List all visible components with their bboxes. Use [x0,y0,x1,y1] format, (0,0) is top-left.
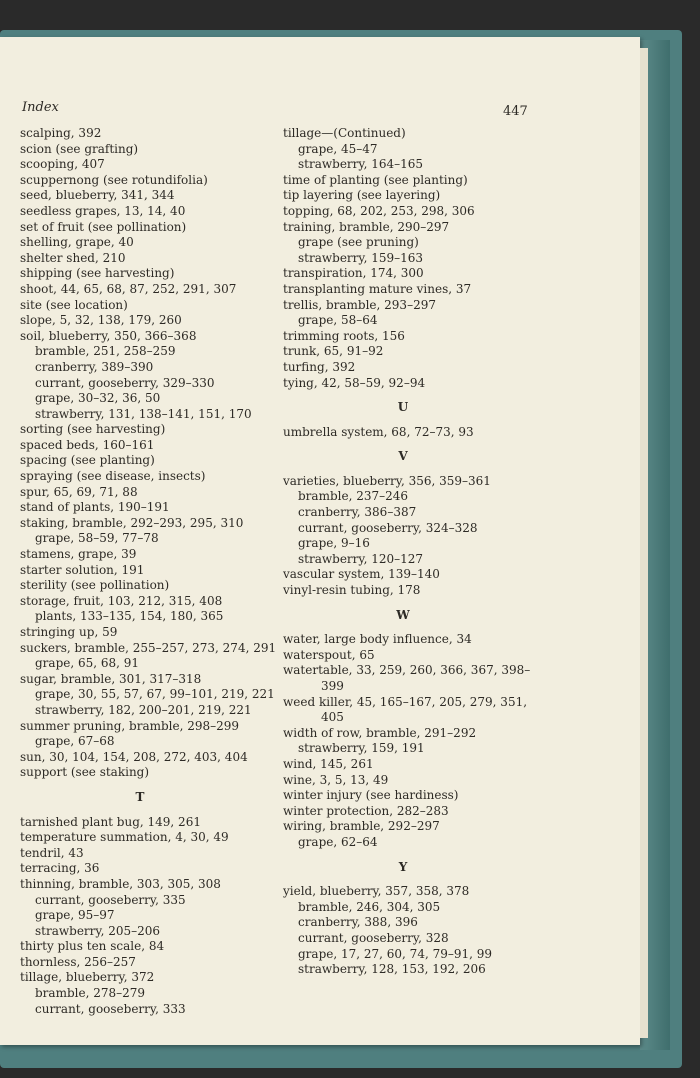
index-subentry: grape, 17, 27, 60, 74, 79–91, 99 [298,946,493,961]
index-entry: shelter shed, 210 [20,250,126,265]
index-subentry: bramble, 251, 258–259 [35,344,176,359]
index-subentry: grape, 62–64 [298,834,378,849]
index-subentry: currant, gooseberry, 335 [35,892,186,907]
section-letter: T [135,789,145,804]
index-entry: tarnished plant bug, 149, 261 [20,814,201,829]
index-entry: umbrella system, 68, 72–73, 93 [283,424,474,439]
index-entry: winter protection, 282–283 [283,803,449,818]
index-entry: tillage, blueberry, 372 [20,970,155,985]
index-subentry: cranberry, 388, 396 [298,915,418,930]
index-subentry: currant, gooseberry, 333 [35,1001,186,1016]
index-subentry: grape (see pruning) [298,235,419,250]
index-entry: starter solution, 191 [20,562,145,577]
index-entry: sterility (see pollination) [20,578,170,593]
index-entry: water, large body influence, 34 [283,632,472,647]
index-entry: seedless grapes, 13, 14, 40 [20,203,186,218]
index-entry: seed, blueberry, 341, 344 [20,188,175,203]
index-subentry: grape, 65, 68, 91 [35,656,140,671]
index-subentry: grape, 30, 55, 57, 67, 99–101, 219, 221 [35,687,275,702]
index-entry: terracing, 36 [20,861,100,876]
index-subentry: strawberry, 120–127 [298,551,424,566]
index-entry: shelling, grape, 40 [20,235,134,250]
index-entry: set of fruit (see pollination) [20,219,187,234]
index-entry: site (see location) [20,297,128,312]
index-subentry: grape, 58–59, 77–78 [35,531,159,546]
index-entry: suckers, bramble, 255–257, 273, 274, 291 [20,640,277,655]
index-entry: shoot, 44, 65, 68, 87, 252, 291, 307 [20,281,237,296]
index-entry: width of row, bramble, 291–292 [283,725,477,740]
index-subentry: grape, 58–64 [298,313,378,328]
running-header: Index [22,100,59,115]
index-entry: thinning, bramble, 303, 305, 308 [20,876,221,891]
index-subentry: currant, gooseberry, 324–328 [298,520,478,535]
index-subentry: bramble, 237–246 [298,489,409,504]
index-subentry: grape, 30–32, 36, 50 [35,391,161,406]
index-entry: tillage—(Continued) [283,126,406,140]
index-subentry: bramble, 246, 304, 305 [298,899,441,914]
index-entry: stand of plants, 190–191 [20,500,170,515]
section-letter: W [396,607,410,622]
index-entry: spraying (see disease, insects) [20,469,206,484]
index-entry: spaced beds, 160–161 [20,437,155,452]
index-subentry: bramble, 278–279 [35,986,146,1001]
index-entry: vinyl-resin tubing, 178 [283,583,421,598]
index-entry: stamens, grape, 39 [20,547,137,562]
index-entry: wind, 145, 261 [283,756,374,771]
index-entry: vascular system, 139–140 [283,567,440,582]
page-edge [640,48,648,1038]
index-entry: scuppernong (see rotundifolia) [20,172,208,187]
index-entry: sugar, bramble, 301, 317–318 [20,671,202,686]
index-entry: tendril, 43 [20,845,84,860]
index-entry: weed killer, 45, 165–167, 205, 279, 351, [283,694,528,709]
index-entry: soil, blueberry, 350, 366–368 [20,328,197,343]
index-entry: sun, 30, 104, 154, 208, 272, 403, 404 [20,749,248,764]
index-entry: yield, blueberry, 357, 358, 378 [283,884,470,899]
index-entry: training, bramble, 290–297 [283,219,450,234]
index-entry: stringing up, 59 [20,625,118,639]
index-subentry: cranberry, 386–387 [298,505,417,520]
index-entry: spacing (see planting) [20,453,155,468]
index-entry: thornless, 256–257 [20,954,136,969]
index-subentry: grape, 9–16 [298,536,370,551]
index-entry: waterspout, 65 [283,647,375,662]
index-entry: varieties, blueberry, 356, 359–361 [283,473,491,488]
index-entry: turfing, 392 [283,359,356,374]
section-letter: Y [398,859,408,874]
index-entry: slope, 5, 32, 138, 179, 260 [20,313,182,328]
index-entry: tip layering (see layering) [283,188,441,203]
index-entry: staking, bramble, 292–293, 295, 310 [20,515,244,530]
index-entry: shipping (see harvesting) [20,266,175,281]
index-entry: trellis, bramble, 293–297 [283,297,436,312]
index-entry: transpiration, 174, 300 [283,266,424,281]
index-entry: trunk, 65, 91–92 [283,344,384,359]
page-number: 447 [503,104,528,119]
index-entry: watertable, 33, 259, 260, 366, 367, 398– [283,663,531,678]
index-entry: sorting (see harvesting) [20,422,166,437]
index-subentry: strawberry, 182, 200–201, 219, 221 [35,702,252,717]
index-subentry: grape, 45–47 [298,141,378,156]
index-entry: tying, 42, 58–59, 92–94 [283,375,426,390]
section-letter: V [398,449,408,464]
index-entry: wine, 3, 5, 13, 49 [283,772,389,787]
index-subentry: strawberry, 128, 153, 192, 206 [298,962,486,977]
index-entry: scooping, 407 [20,157,105,172]
index-subentry: strawberry, 159, 191 [298,741,425,756]
index-entry-continuation: 405 [321,710,344,725]
index-entry: temperature summation, 4, 30, 49 [20,830,229,845]
index-entry: spur, 65, 69, 71, 88 [20,484,138,499]
index-entry: summer pruning, bramble, 298–299 [20,718,240,733]
index-subentry: strawberry, 131, 138–141, 151, 170 [35,406,252,421]
section-letter: U [397,400,409,415]
index-entry: storage, fruit, 103, 212, 315, 408 [20,593,223,608]
index-subentry: strawberry, 159–163 [298,250,424,265]
index-entry: transplanting mature vines, 37 [283,281,472,296]
index-entry-continuation: 399 [321,679,344,693]
index-subentry: plants, 133–135, 154, 180, 365 [35,609,224,624]
index-entry: scion (see grafting) [20,141,139,156]
index-entry: winter injury (see hardiness) [283,788,459,803]
index-subentry: strawberry, 164–165 [298,157,424,172]
index-subentry: strawberry, 205–206 [35,923,161,938]
index-subentry: cranberry, 389–390 [35,359,154,374]
index-subentry: currant, gooseberry, 328 [298,930,449,945]
index-entry: topping, 68, 202, 253, 298, 306 [283,203,475,218]
index-column-right [283,126,530,978]
index-entry: trimming roots, 156 [283,328,405,343]
index-subentry: grape, 95–97 [35,908,115,923]
index-entry: support (see staking) [20,765,150,780]
index-entry: wiring, bramble, 292–297 [283,819,440,834]
index-subentry: currant, gooseberry, 329–330 [35,375,215,390]
index-column-left [20,126,276,1017]
index-entry: scalping, 392 [20,126,102,140]
index-subentry: grape, 67–68 [35,734,115,749]
index-entry: thirty plus ten scale, 84 [20,939,165,954]
index-entry: time of planting (see planting) [283,172,468,187]
